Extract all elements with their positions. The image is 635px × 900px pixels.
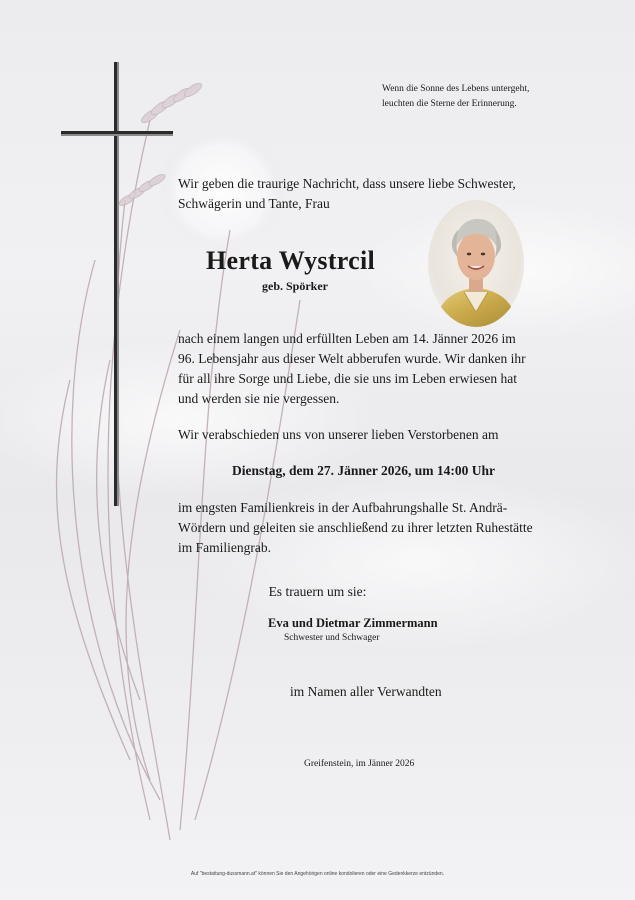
family-line: im Namen aller Verwandten xyxy=(290,684,442,699)
announcement-intro xyxy=(178,174,558,214)
intro-line: Wir geben die traurige Nachricht, dass unsere liebe Schwester, xyxy=(178,176,516,191)
ceremony-paragraph xyxy=(178,498,578,558)
text-line: und werden sie nie vergessen. xyxy=(178,391,340,406)
footer-note: Auf "bestattung-dussmann.at" können Sie den Angehörigen online kondolieren oder eine Gedenkkerze entzünden. xyxy=(190,871,445,877)
mourner-relation: Schwester und Schwager xyxy=(284,633,380,643)
quote-line: leuchten die Sterne der Erinnerung. xyxy=(382,99,517,109)
portrait-photo xyxy=(428,200,524,327)
mourners-heading: Es trauern um sie: xyxy=(268,584,367,599)
text-line: 96. Lebensjahr aus dieser Welt abberufen wurde. Wir danken ihr xyxy=(178,351,526,366)
farewell-paragraph: Wir verabschieden uns von unserer lieben Verstorbenen am xyxy=(178,427,499,442)
obituary-paragraph-1 xyxy=(178,329,578,409)
text-line: im Familiengrab. xyxy=(178,540,271,555)
text-line: nach einem langen und erfüllten Leben am 14. Jänner 2026 im xyxy=(178,331,516,346)
text-line: im engsten Familienkreis in der Aufbahrungshalle St. Andrä- xyxy=(178,500,508,515)
birth-name: geb. Spörker xyxy=(262,279,328,293)
cross-vertical-bar xyxy=(114,62,117,506)
cross-horizontal-bar xyxy=(61,131,173,134)
text-line: für all ihre Sorge und Liebe, die sie uns im Leben erwiesen hat xyxy=(178,371,518,386)
deceased-name: Herta Wystrcil xyxy=(206,246,376,275)
quote-line: Wenn die Sonne des Lebens untergeht, xyxy=(382,84,530,94)
mourner-names: Eva und Dietmar Zimmermann xyxy=(268,616,438,630)
memorial-quote xyxy=(382,82,612,112)
intro-line: Schwägerin und Tante, Frau xyxy=(178,196,330,211)
place-date: Greifenstein, im Jänner 2026 xyxy=(304,759,415,769)
text-line: Wördern und geleiten sie anschließend zu ihrer letzten Ruhestätte xyxy=(178,520,533,535)
funeral-date: Dienstag, dem 27. Jänner 2026, um 14:00 Uhr xyxy=(232,463,495,478)
